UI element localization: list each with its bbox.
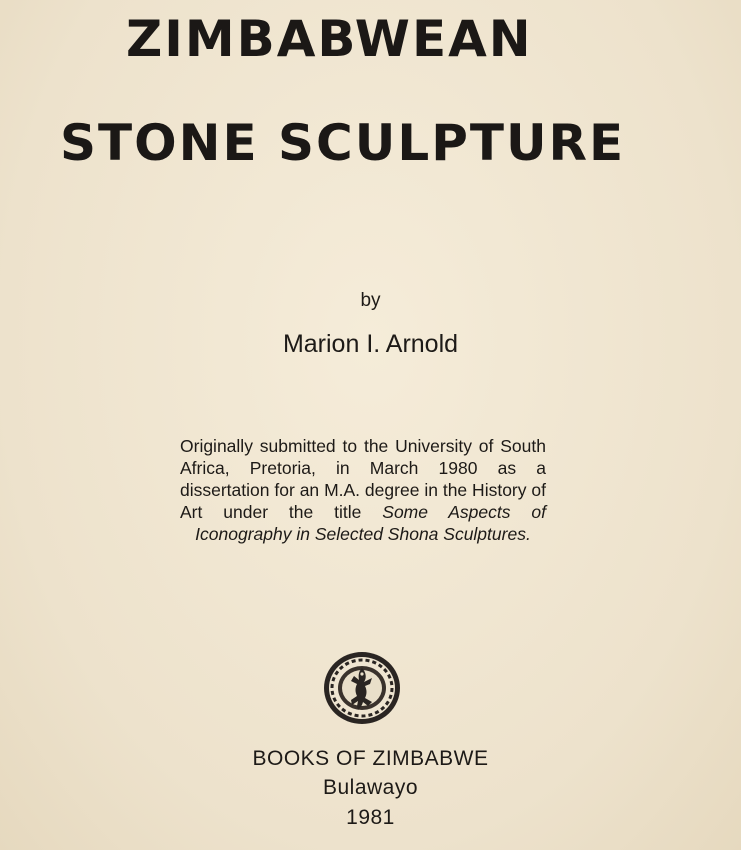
dissertation-note — [180, 435, 546, 545]
publication-year: 1981 — [346, 806, 395, 829]
note-thesis-title: Some Aspects of Iconography in Selected Shona Sculptures. — [195, 502, 546, 544]
title-line-1: ZIMBABWEAN — [126, 10, 533, 68]
publisher-seal-icon — [320, 648, 404, 728]
note-text: Originally submitted to the University of South Africa, Pretoria, in March 1980 as a dissertation for an M.A. degree in the History of Art under the title — [180, 436, 546, 522]
title-line-2: STONE SCULPTURE — [60, 114, 626, 172]
author-name: Marion I. Arnold — [282, 330, 459, 358]
publisher-city: Bulawayo — [322, 776, 419, 799]
byline: by — [360, 290, 381, 311]
publisher-name: BOOKS OF ZIMBABWE — [252, 747, 489, 770]
